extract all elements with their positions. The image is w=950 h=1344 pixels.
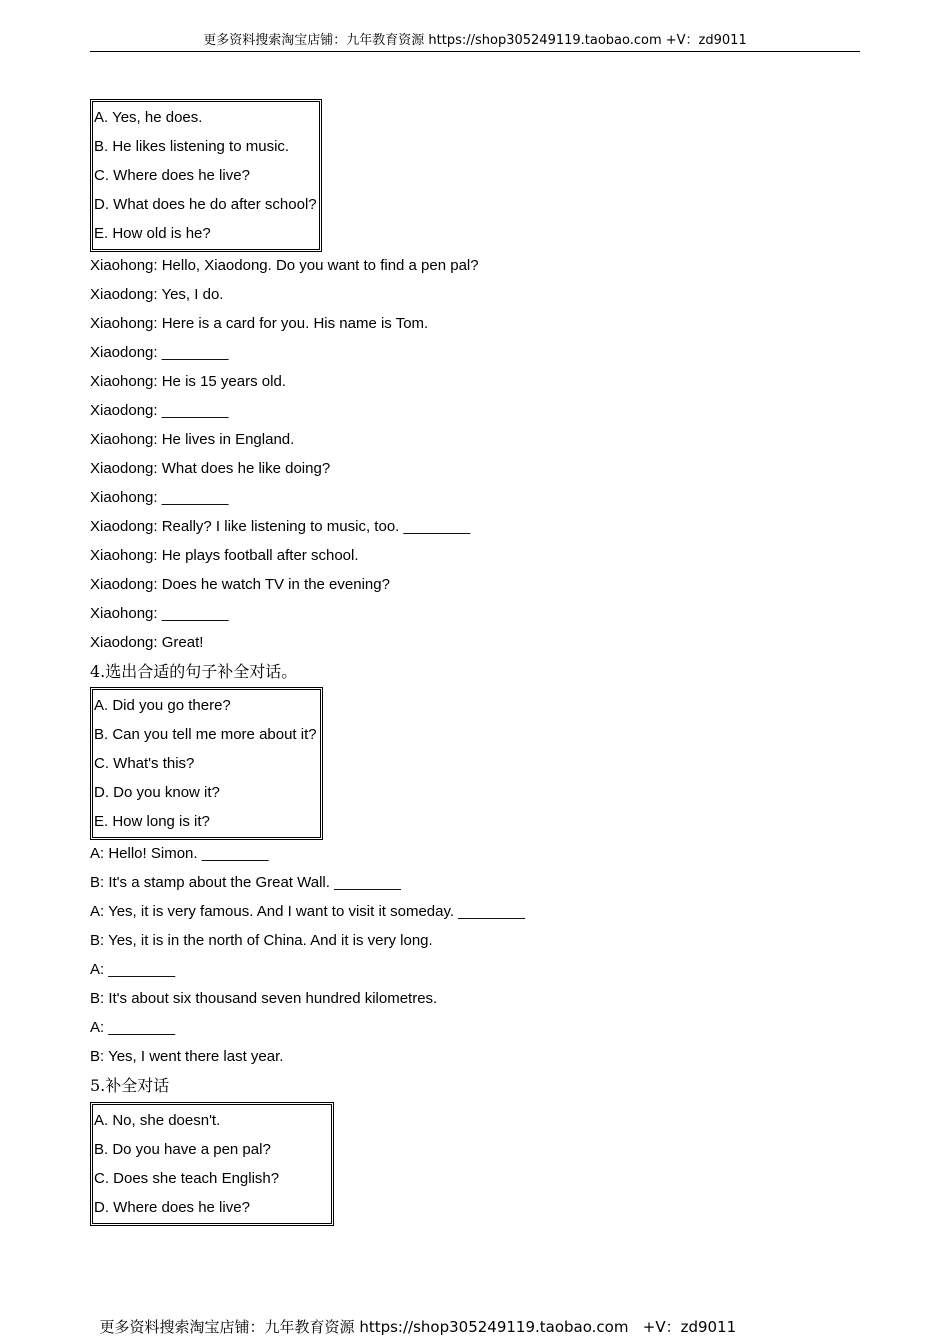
option-item: C. Where does he live? xyxy=(94,167,250,184)
dialogue-line: A: Hello! Simon. ________ xyxy=(90,845,269,862)
option-item: B. Can you tell me more about it? xyxy=(94,726,317,743)
dialogue-line: Xiaodong: Does he watch TV in the evening? xyxy=(90,576,390,593)
dialogue-line: Xiaodong: ________ xyxy=(90,402,229,419)
header-text: 更多资料搜索淘宝店铺：九年教育资源 https://shop305249119.taobao.com +V：zd9011 xyxy=(203,33,747,48)
section5-options-box xyxy=(90,1102,334,1226)
dialogue-line: Xiaohong: ________ xyxy=(90,489,229,506)
dialogue-line: Xiaohong: Here is a card for you. His name is Tom. xyxy=(90,315,429,332)
dialogue-line: Xiaodong: ________ xyxy=(90,344,229,361)
dialogue-line: Xiaohong: Hello, Xiaodong. Do you want to find a pen pal? xyxy=(90,257,479,274)
section4-heading: 4.选出合适的句子补全对话。 xyxy=(90,662,298,681)
dialogue-line: Xiaodong: Yes, I do. xyxy=(90,286,224,303)
option-item: C. What's this? xyxy=(94,755,195,772)
page-footer xyxy=(90,1297,736,1337)
dialogue-line: B: It's a stamp about the Great Wall. ________ xyxy=(90,874,401,891)
dialogue-line: Xiaohong: He lives in England. xyxy=(90,431,295,448)
dialogue-line: B: It's about six thousand seven hundred kilometres. xyxy=(90,990,438,1007)
option-item: D. What does he do after school? xyxy=(94,196,317,213)
dialogue-line: Xiaodong: Really? I like listening to music, too. ________ xyxy=(90,518,471,535)
dialogue-line: Xiaohong: He plays football after school. xyxy=(90,547,359,564)
option-item: D. Do you know it? xyxy=(94,784,220,801)
section5-heading: 5.补全对话 xyxy=(90,1076,170,1095)
option-item: E. How old is he? xyxy=(94,225,211,242)
footer-text: 更多资料搜索淘宝店铺：九年教育资源 https://shop305249119.taobao.com +V：zd9011 xyxy=(99,1318,737,1336)
option-item: A. No, she doesn't. xyxy=(94,1112,221,1129)
option-item: B. Do you have a pen pal? xyxy=(94,1141,271,1158)
dialogue-line: A: ________ xyxy=(90,1019,176,1036)
option-item: B. He likes listening to music. xyxy=(94,138,290,155)
dialogue-line: Xiaodong: What does he like doing? xyxy=(90,460,331,477)
option-item: A. Yes, he does. xyxy=(94,109,203,126)
dialogue-line: B: Yes, I went there last year. xyxy=(90,1048,284,1065)
option-item: C. Does she teach English? xyxy=(94,1170,280,1187)
option-item: E. How long is it? xyxy=(94,813,210,830)
dialogue-line: Xiaohong: ________ xyxy=(90,605,229,622)
dialogue-line: A: ________ xyxy=(90,961,176,978)
dialogue-line: A: Yes, it is very famous. And I want to visit it someday. ________ xyxy=(90,903,525,920)
dialogue-line: Xiaodong: Great! xyxy=(90,634,204,651)
option-item: A. Did you go there? xyxy=(94,697,231,714)
section4-options-box xyxy=(90,687,323,840)
page-header xyxy=(90,33,860,52)
dialogue-line: B: Yes, it is in the north of China. And it is very long. xyxy=(90,932,433,949)
option-item: D. Where does he live? xyxy=(94,1199,250,1216)
dialogue-line: Xiaohong: He is 15 years old. xyxy=(90,373,286,390)
section3-options-box xyxy=(90,99,322,252)
